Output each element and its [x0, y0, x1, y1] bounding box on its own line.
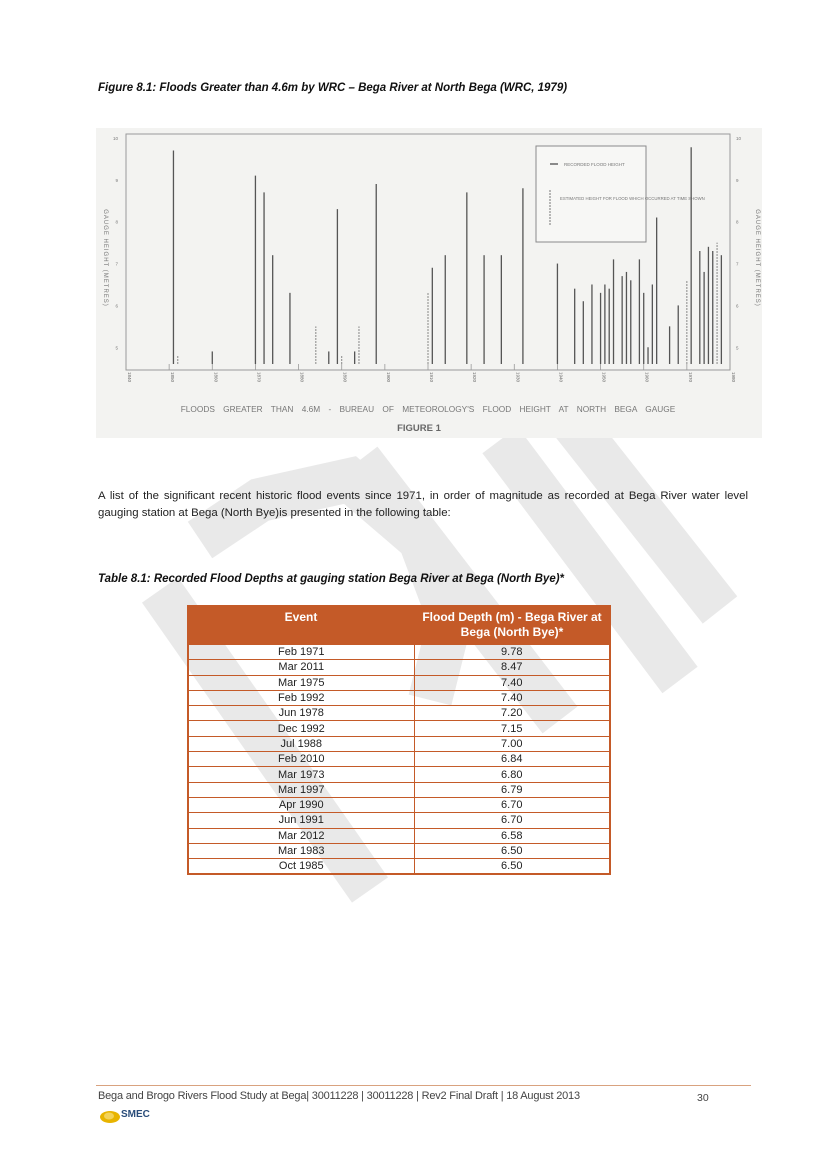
table-row: [188, 660, 610, 675]
x-tick-label: 1950: [601, 372, 607, 383]
event-cell: Jun 1991: [188, 813, 414, 828]
x-tick-label: 1890: [342, 372, 348, 383]
event-cell: Dec 1992: [188, 721, 414, 736]
event-cell: Mar 1975: [188, 675, 414, 690]
x-tick-label: 1870: [256, 372, 262, 383]
y-tick-label-left: 6: [115, 303, 118, 309]
depth-cell: 6.50: [414, 859, 610, 875]
flood-depth-table: [187, 605, 611, 875]
event-cell: Mar 1973: [188, 767, 414, 782]
event-cell: Feb 2010: [188, 752, 414, 767]
event-cell: Feb 1992: [188, 690, 414, 705]
header-event: Event: [188, 606, 414, 644]
intro-paragraph: A list of the significant recent historic flood events since 1971, in order of magnitude as recorded at Bega River water level gauging station at Bega (North Bye)is presented in the following table:: [98, 490, 748, 519]
depth-cell: 6.79: [414, 782, 610, 797]
y-tick-label-left: 5: [115, 345, 118, 351]
depth-cell: 6.70: [414, 797, 610, 812]
table-row: [188, 690, 610, 705]
depth-cell: 7.15: [414, 721, 610, 736]
x-tick-label: 1910: [429, 372, 434, 383]
event-cell: Jul 1988: [188, 736, 414, 751]
event-cell: Mar 2011: [188, 660, 414, 675]
table-row: [188, 813, 610, 828]
x-tick-label: 1970: [687, 372, 693, 383]
x-tick-label: 1860: [213, 372, 219, 383]
y-tick-label-right: 6: [736, 303, 739, 309]
y-tick-label-right: 9: [736, 177, 739, 183]
depth-cell: 6.70: [414, 813, 610, 828]
table-row: [188, 782, 610, 797]
y-tick-label-right: 5: [736, 345, 739, 351]
y-tick-label-right: 8: [736, 219, 739, 225]
depth-cell: 7.00: [414, 736, 610, 751]
page-number: 30: [697, 1092, 709, 1104]
table-row: [188, 675, 610, 690]
figure-bottom-caption: FLOODS GREATER THAN 4.6M - BUREAU OF METEOROLOGY'S FLOOD HEIGHT AT NORTH BEGA GAUGE: [180, 404, 676, 414]
depth-cell: 7.20: [414, 706, 610, 721]
event-cell: Mar 2012: [188, 828, 414, 843]
table-row: [188, 736, 610, 751]
event-cell: Oct 1985: [188, 859, 414, 875]
left-axis-label: GAUGE HEIGHT (METRES): [102, 209, 108, 307]
x-tick-label: 1850: [170, 372, 176, 383]
y-tick-label-left: 8: [115, 219, 118, 225]
footer-text: Bega and Brogo Rivers Flood Study at Bega| 30011228 | 30011228 | Rev2 Final Draft | 18 August 2013: [98, 1090, 580, 1102]
legend-estimated: ESTIMATED HEIGHT FOR FLOOD WHICH OCCURRED AT TIME SHOWN: [560, 196, 705, 201]
y-tick-label-right: 10: [736, 136, 742, 141]
event-cell: Mar 1997: [188, 782, 414, 797]
depth-cell: 8.47: [414, 660, 610, 675]
depth-cell: 6.80: [414, 767, 610, 782]
table-row: [188, 828, 610, 843]
y-tick-label-left: 9: [115, 177, 118, 183]
table-header-row: [188, 606, 610, 644]
x-tick-label: 1980: [731, 372, 736, 383]
y-tick-label-right: 7: [736, 261, 739, 267]
y-tick-label-left: 7: [115, 261, 118, 267]
y-tick-label-left: 10: [112, 136, 118, 141]
footer-divider: [96, 1085, 751, 1086]
depth-cell: 7.40: [414, 690, 610, 705]
x-tick-label: 1940: [558, 372, 564, 383]
header-flood-depth: Flood Depth (m) - Bega River at Bega (North Bye)*: [414, 606, 610, 644]
table-caption: Table 8.1: Recorded Flood Depths at gauging station Bega River at Bega (North Bye)*: [98, 573, 565, 585]
figure-caption: Figure 8.1: Floods Greater than 4.6m by WRC – Bega River at North Bega (WRC, 1979): [98, 82, 568, 94]
depth-cell: 6.58: [414, 828, 610, 843]
event-cell: Apr 1990: [188, 797, 414, 812]
event-cell: Mar 1983: [188, 843, 414, 858]
table-row: [188, 644, 610, 660]
x-tick-label: 1880: [299, 372, 305, 383]
depth-cell: 6.50: [414, 843, 610, 858]
x-tick-label: 1840: [127, 372, 132, 383]
table-row: [188, 859, 610, 875]
right-axis-label: GAUGE HEIGHT (METRES): [754, 209, 760, 307]
x-tick-label: 1930: [515, 372, 521, 383]
depth-cell: 9.78: [414, 644, 610, 660]
x-tick-label: 1960: [644, 372, 650, 383]
table-row: [188, 797, 610, 812]
event-cell: Feb 1971: [188, 644, 414, 660]
x-tick-label: 1920: [472, 372, 478, 383]
table-row: [188, 721, 610, 736]
smec-logo-text: SMEC: [121, 1109, 150, 1120]
table-row: [188, 843, 610, 858]
x-tick-label: 1900: [385, 372, 391, 383]
flood-height-chart: [96, 128, 762, 438]
depth-cell: 7.40: [414, 675, 610, 690]
legend-recorded: RECORDED FLOOD HEIGHT: [564, 162, 625, 167]
depth-cell: 6.84: [414, 752, 610, 767]
table-row: [188, 706, 610, 721]
table-row: [188, 752, 610, 767]
figure-label: FIGURE 1: [397, 423, 441, 434]
table-row: [188, 767, 610, 782]
event-cell: Jun 1978: [188, 706, 414, 721]
